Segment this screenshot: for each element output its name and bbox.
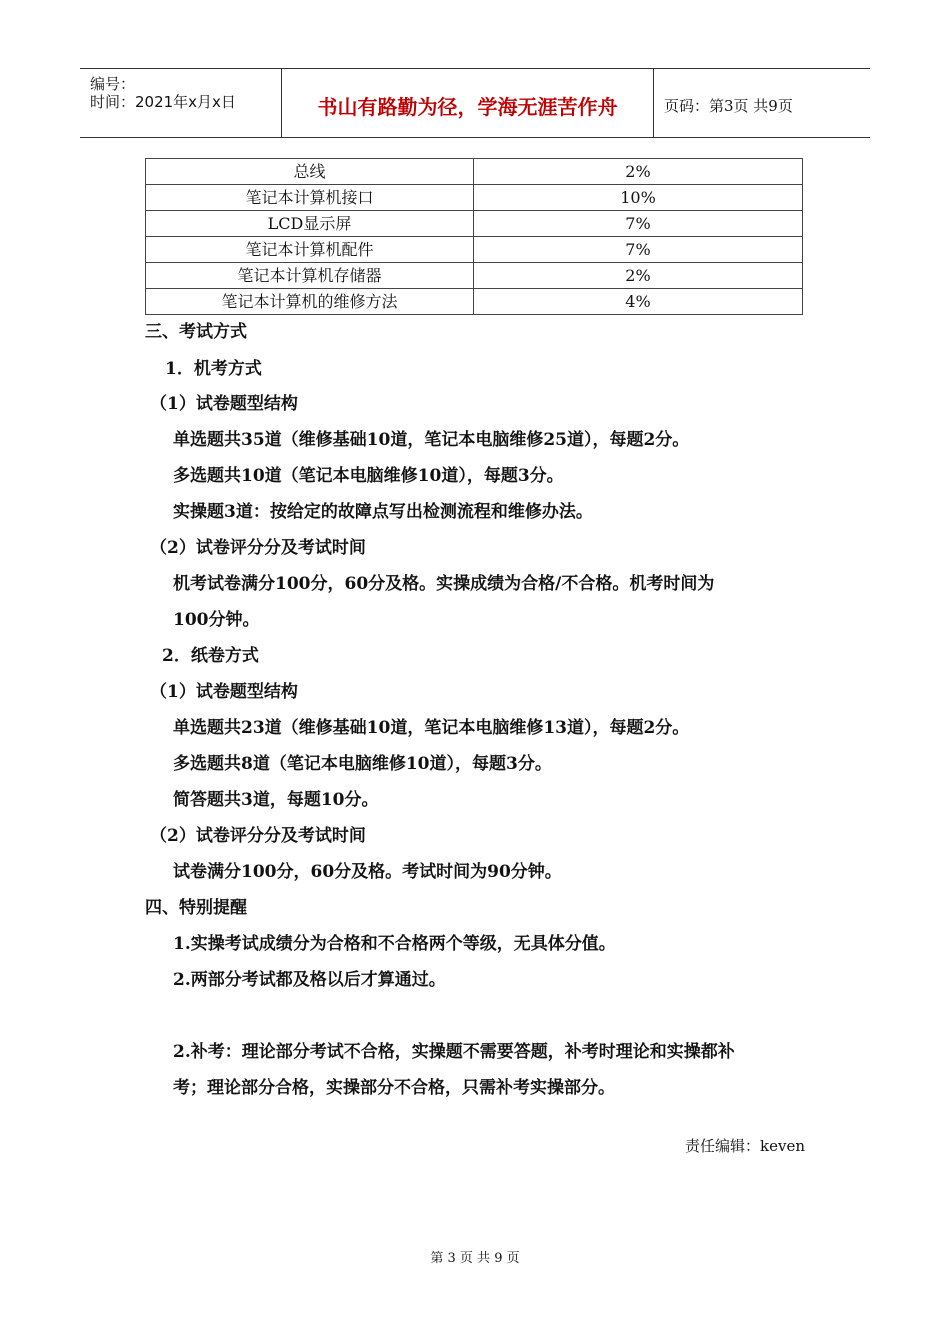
table-cell-percent: 7% <box>474 211 803 237</box>
id-label: 编号： <box>90 75 136 93</box>
header-motto-cell <box>282 69 654 137</box>
table-cell-topic: 笔记本计算机存储器 <box>146 263 474 289</box>
reminder-line2: 2.两部分考试都及格以后才算通过。 <box>173 970 446 990</box>
m1-part1-title: （1）试卷题型结构 <box>150 394 298 414</box>
header-page-cell <box>654 69 870 137</box>
table-cell-percent: 7% <box>474 237 803 263</box>
table-row <box>146 159 803 185</box>
m1-part2-title: （2）试卷评分分及考试时间 <box>150 538 366 558</box>
table-row <box>146 263 803 289</box>
m2-part1-line1: 单选题共23道（维修基础10道，笔记本电脑维修13道），每题2分。 <box>173 718 690 738</box>
reminder-line1: 1.实操考试成绩分为合格和不合格两个等级，无具体分值。 <box>173 934 616 954</box>
date-label: 时间：2021年x月x日 <box>90 93 236 111</box>
m1-part1-line2: 多选题共10道（笔记本电脑维修10道），每题3分。 <box>173 466 564 486</box>
table-row <box>146 185 803 211</box>
m2-part1-line2: 多选题共8道（笔记本电脑维修10道），每题3分。 <box>173 754 552 774</box>
table-cell-percent: 10% <box>474 185 803 211</box>
m1-part1-line1: 单选题共35道（维修基础10道，笔记本电脑维修25道），每题2分。 <box>173 430 690 450</box>
m1-part2-line2: 100分钟。 <box>173 610 260 630</box>
table-cell-percent: 2% <box>474 159 803 185</box>
section-3-title: 三、考试方式 <box>145 322 247 342</box>
header-page-info: 页码：第3页 共9页 <box>664 97 793 115</box>
table-cell-percent: 2% <box>474 263 803 289</box>
reminder-line3: 2.补考：理论部分考试不合格，实操题不需要答题，补考时理论和实操都补 <box>173 1042 735 1062</box>
table-row <box>146 211 803 237</box>
m1-part1-line3: 实操题3道：按给定的故障点写出检测流程和维修办法。 <box>173 502 593 522</box>
table-row <box>146 237 803 263</box>
m2-part1-title: （1）试卷题型结构 <box>150 682 298 702</box>
m2-part1-line3: 简答题共3道，每题10分。 <box>173 790 379 810</box>
method-2-title: 2．纸卷方式 <box>162 646 259 666</box>
table-cell-topic: LCD显示屏 <box>146 211 474 237</box>
footer-page-number: 第 3 页 共 9 页 <box>430 1251 520 1266</box>
table-cell-topic: 笔记本计算机的维修方法 <box>146 289 474 315</box>
motto: 书山有路勤为径，学海无涯苦作舟 <box>317 95 618 119</box>
m2-part2-title: （2）试卷评分分及考试时间 <box>150 826 366 846</box>
m1-part2-line1: 机考试卷满分100分，60分及格。实操成绩为合格/不合格。机考时间为 <box>173 574 715 594</box>
table-cell-percent: 4% <box>474 289 803 315</box>
weight-table <box>145 158 803 315</box>
editor-credit: 责任编辑：keven <box>685 1137 805 1155</box>
table-cell-topic: 笔记本计算机接口 <box>146 185 474 211</box>
table-row <box>146 289 803 315</box>
header-meta <box>80 69 282 137</box>
method-1-title: 1．机考方式 <box>165 359 262 379</box>
m2-part2-line1: 试卷满分100分，60分及格。考试时间为90分钟。 <box>173 862 562 882</box>
page-header <box>80 68 870 138</box>
section-4-title: 四、特别提醒 <box>145 898 247 918</box>
reminder-line4: 考；理论部分合格，实操部分不合格，只需补考实操部分。 <box>173 1078 615 1098</box>
table-cell-topic: 笔记本计算机配件 <box>146 237 474 263</box>
table-cell-topic: 总线 <box>146 159 474 185</box>
